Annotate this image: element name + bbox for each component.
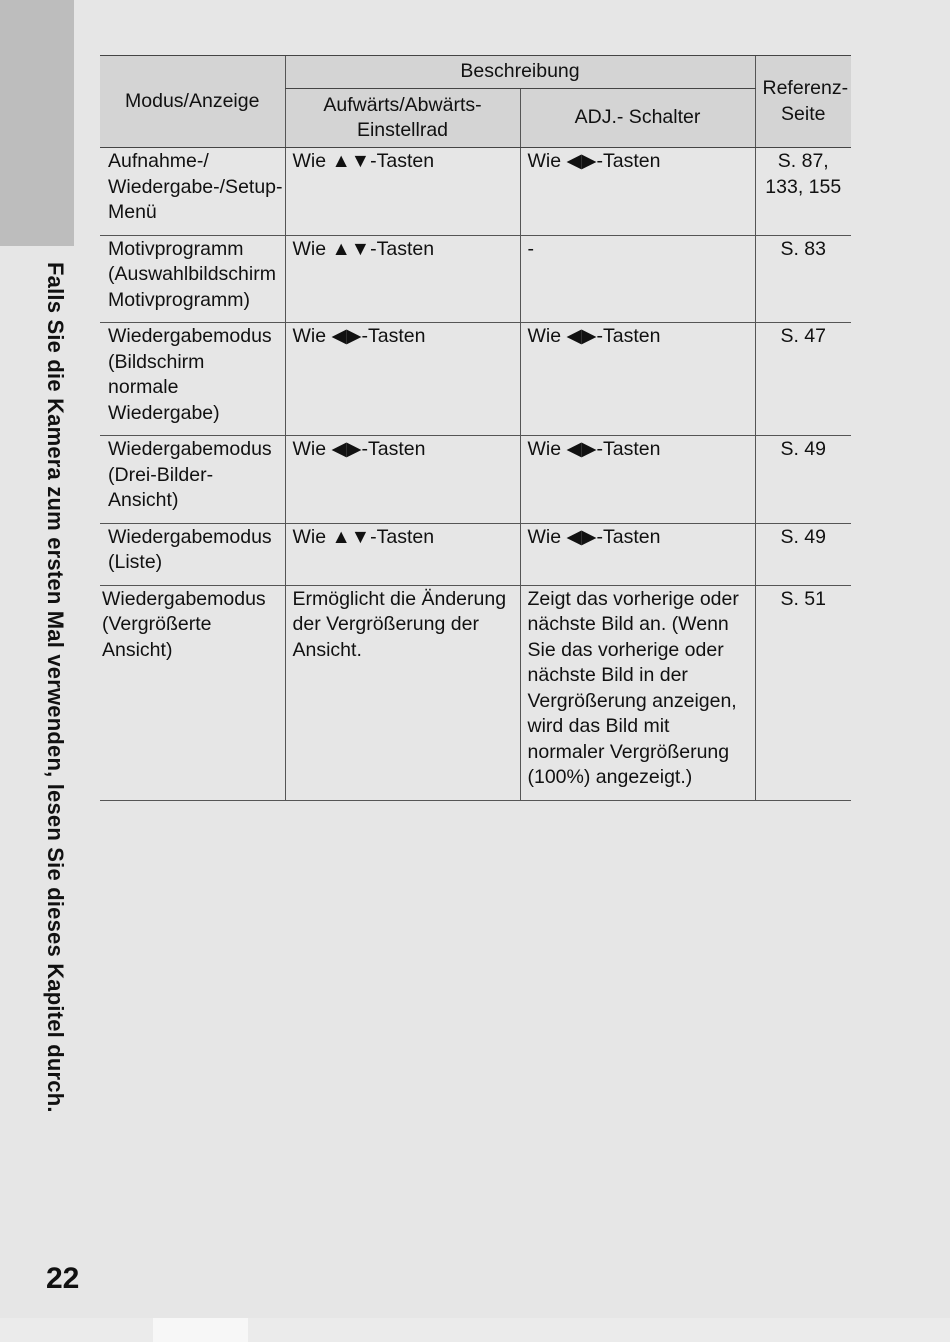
chapter-title: Falls Sie die Kamera zum ersten Mal verwenden, lesen Sie dieses Kapitel durch. <box>43 262 68 1113</box>
reference-cell: S. 51 <box>755 585 851 800</box>
header-adj: ADJ.- Schalter <box>520 89 755 148</box>
dial-cell: Wie ◀▶-Tasten <box>285 323 520 436</box>
mode-cell: Wiedergabemodus (Liste) <box>100 523 285 585</box>
header-reference-label: Referenz-Seite <box>762 77 849 125</box>
table-row <box>100 436 851 524</box>
table-row <box>100 148 851 236</box>
adj-cell: Wie ◀▶-Tasten <box>520 436 755 524</box>
bottom-block <box>153 1318 248 1342</box>
controls-table <box>100 55 851 801</box>
adj-cell: Wie ◀▶-Tasten <box>520 523 755 585</box>
dial-cell: Ermöglicht die Änderung der Vergrößerung der Ansicht. <box>285 585 520 800</box>
dial-cell: Wie ▲▼-Tasten <box>285 523 520 585</box>
dial-cell: Wie ▲▼-Tasten <box>285 235 520 323</box>
table-row <box>100 585 851 800</box>
reference-cell: S. 83 <box>755 235 851 323</box>
reference-cell: S. 47 <box>755 323 851 436</box>
header-row <box>100 56 851 89</box>
dial-cell: Wie ▲▼-Tasten <box>285 148 520 236</box>
mode-cell: Aufnahme-/ Wiedergabe-/Setup-Menü <box>100 148 285 236</box>
adj-cell: - <box>520 235 755 323</box>
adj-cell: Wie ◀▶-Tasten <box>520 323 755 436</box>
mode-cell: Wiedergabemodus (Bildschirm normale Wiedergabe) <box>100 323 285 436</box>
adj-cell: Wie ◀▶-Tasten <box>520 148 755 236</box>
table-row <box>100 235 851 323</box>
header-description: Beschreibung <box>285 56 755 89</box>
bottom-strip <box>0 1318 950 1342</box>
mode-cell: Wiedergabemodus (Vergrößerte Ansicht) <box>100 585 285 800</box>
header-dial: Aufwärts/Abwärts-Einstellrad <box>285 89 520 148</box>
table-row <box>100 523 851 585</box>
header-mode: Modus/Anzeige <box>100 56 285 148</box>
reference-cell: S. 49 <box>755 436 851 524</box>
adj-cell: Zeigt das vorherige oder nächste Bild an. (Wenn Sie das vorherige oder nächste Bild in der Vergrößerung anzeigen, wird das Bild mit normaler Vergrößerung (100%) angezeigt.) <box>520 585 755 800</box>
header-reference <box>755 56 851 148</box>
mode-cell: Wiedergabemodus (Drei-Bilder-Ansicht) <box>100 436 285 524</box>
table-row <box>100 323 851 436</box>
mode-cell: Motivprogramm (Auswahlbildschirm Motivprogramm) <box>100 235 285 323</box>
reference-cell: S. 87, 133, 155 <box>755 148 851 236</box>
dial-cell: Wie ◀▶-Tasten <box>285 436 520 524</box>
chapter-tab <box>0 0 74 246</box>
page-number: 22 <box>46 1262 80 1295</box>
reference-cell: S. 49 <box>755 523 851 585</box>
